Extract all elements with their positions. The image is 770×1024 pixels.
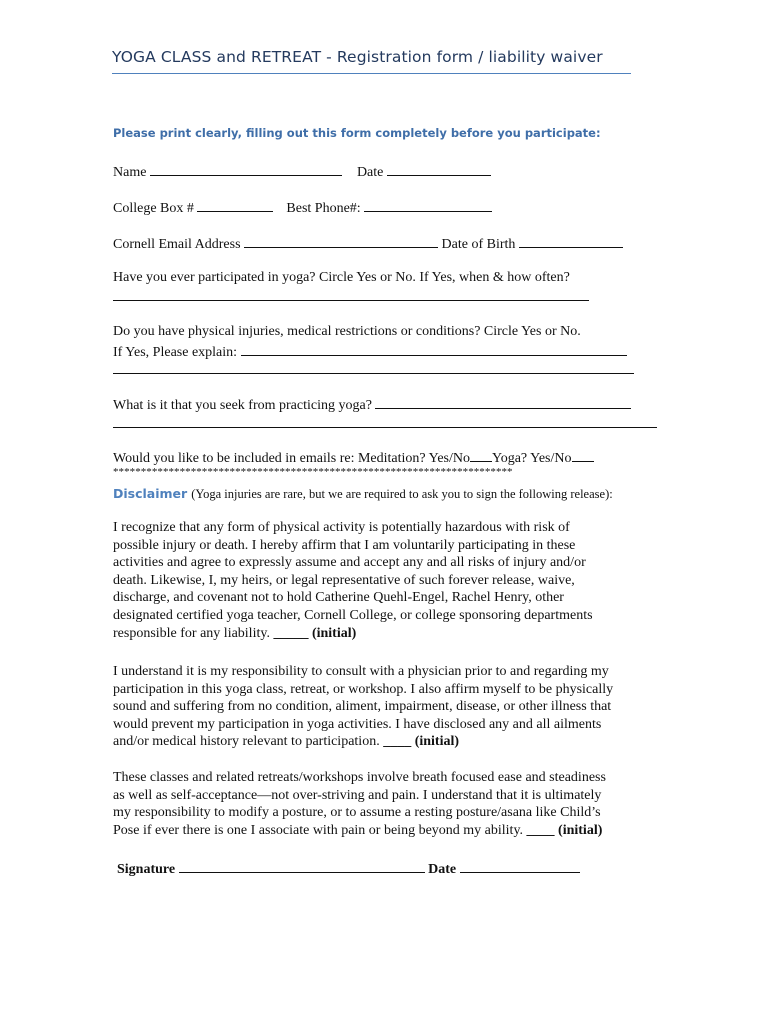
release-paragraph: [113, 519, 658, 642]
injuries-explain-row: [113, 342, 627, 361]
form-title: YOGA CLASS and RETREAT - Registration form / liability waiver: [112, 48, 603, 66]
paragraph-line-text: Pose if ever there is one I associate with pain or being beyond my ability.: [113, 822, 524, 838]
signature-blank[interactable]: [179, 859, 425, 873]
paragraph-line: possible injury or death. I hereby affirm that I am voluntarily participating in these: [113, 537, 576, 553]
emails-yoga-label: Yoga? Yes/No: [492, 451, 572, 466]
injuries-extra-blank[interactable]: [113, 373, 634, 374]
physician-paragraph: [113, 663, 658, 751]
paragraph-line: I understand it is my responsibility to consult with a physician prior to and regarding my: [113, 664, 609, 679]
seek-row: [113, 395, 631, 414]
name-date-row: [113, 162, 491, 181]
initial-blank[interactable]: _____ (initial): [273, 625, 357, 641]
college-box-blank[interactable]: [197, 198, 273, 212]
emails-meditation-label: Would you like to be included in emails re: Meditation? Yes/No: [113, 451, 470, 466]
paragraph-line: designated certified yoga teacher, Cornell College, or college sponsoring departments: [113, 607, 593, 623]
signature-label: Signature: [117, 862, 176, 877]
paragraph-line: would prevent my participation in yoga activities. I have disclosed any and all ailments: [113, 716, 602, 732]
best-phone-blank[interactable]: [364, 198, 492, 212]
date-blank[interactable]: [387, 162, 491, 176]
paragraph-line: participation in this yoga class, retreat, or workshop. I also affirm myself to be physically: [113, 681, 614, 697]
seek-question: What is it that you seek from practicing yoga?: [113, 398, 372, 413]
paragraph-line: death. Likewise, I, my heirs, or legal representative of such forever release, waive,: [113, 572, 575, 588]
paragraph-line: activities and agree to expressly assume and accept any and all risks of injury and/or: [113, 555, 586, 571]
paragraph-line: These classes and related retreats/workshops involve breath focused ease and steadiness: [113, 770, 606, 785]
instructions-text: Please print clearly, filling out this form completely before you participate:: [113, 126, 601, 140]
dob-label: Date of Birth: [441, 237, 516, 252]
emails-meditation-blank[interactable]: [470, 448, 492, 462]
title-underline: [112, 73, 631, 74]
yoga-experience-blank[interactable]: [113, 300, 589, 301]
injuries-question: Do you have physical injuries, medical restrictions or conditions? Circle Yes or No.: [113, 324, 581, 339]
signature-date-label: Date: [428, 862, 457, 877]
paragraph-line: [113, 625, 658, 643]
paragraph-line: discharge, and covenant not to hold Catherine Quehl-Engel, Rachel Henry, other: [113, 590, 564, 606]
emails-row: [113, 448, 594, 467]
email-label: Cornell Email Address: [113, 237, 241, 252]
seek-extra-blank[interactable]: [113, 427, 657, 428]
disclaimer-note: (Yoga injuries are rare, but we are required to ask you to sign the following release):: [191, 487, 613, 501]
box-phone-row: [113, 198, 492, 217]
disclaimer-heading: [113, 485, 613, 503]
separator-stars: ************************************************************************: [113, 466, 513, 478]
paragraph-line: [113, 733, 658, 751]
paragraph-line: I recognize that any form of physical activity is potentially hazardous with risk of: [113, 520, 570, 535]
injuries-explain-label: If Yes, Please explain:: [113, 345, 238, 360]
paragraph-line: as well as self-acceptance—not over-striving and pain. I understand that it is ultimately: [113, 787, 602, 803]
date-label: Date: [356, 165, 384, 180]
signature-row: [117, 859, 580, 878]
signature-date-blank[interactable]: [460, 859, 580, 873]
self-acceptance-paragraph: [113, 769, 658, 839]
yoga-experience-question: Have you ever participated in yoga? Circle Yes or No. If Yes, when & how often?: [113, 270, 570, 285]
paragraph-line-text: responsible for any liability.: [113, 625, 270, 641]
initial-blank[interactable]: ____ (initial): [526, 822, 603, 838]
emails-yoga-blank[interactable]: [572, 448, 594, 462]
injuries-explain-blank[interactable]: [241, 342, 627, 356]
dob-blank[interactable]: [519, 234, 623, 248]
email-dob-row: [113, 234, 623, 253]
initial-blank[interactable]: ____ (initial): [383, 734, 460, 750]
paragraph-line: [113, 822, 658, 840]
paragraph-line-text: and/or medical history relevant to participation.: [113, 734, 380, 750]
college-box-label: College Box #: [113, 201, 194, 216]
seek-blank[interactable]: [375, 395, 631, 409]
name-label: Name: [113, 165, 147, 180]
disclaimer-label: Disclaimer: [113, 486, 188, 501]
paragraph-line: my responsibility to modify a posture, or to assume a resting posture/asana like Child’s: [113, 805, 601, 821]
best-phone-label: Best Phone#:: [286, 201, 361, 216]
paragraph-line: sound and suffering from no condition, aliment, impairment, disease, or other illness that: [113, 699, 612, 715]
name-blank[interactable]: [150, 162, 342, 176]
email-blank[interactable]: [244, 234, 438, 248]
